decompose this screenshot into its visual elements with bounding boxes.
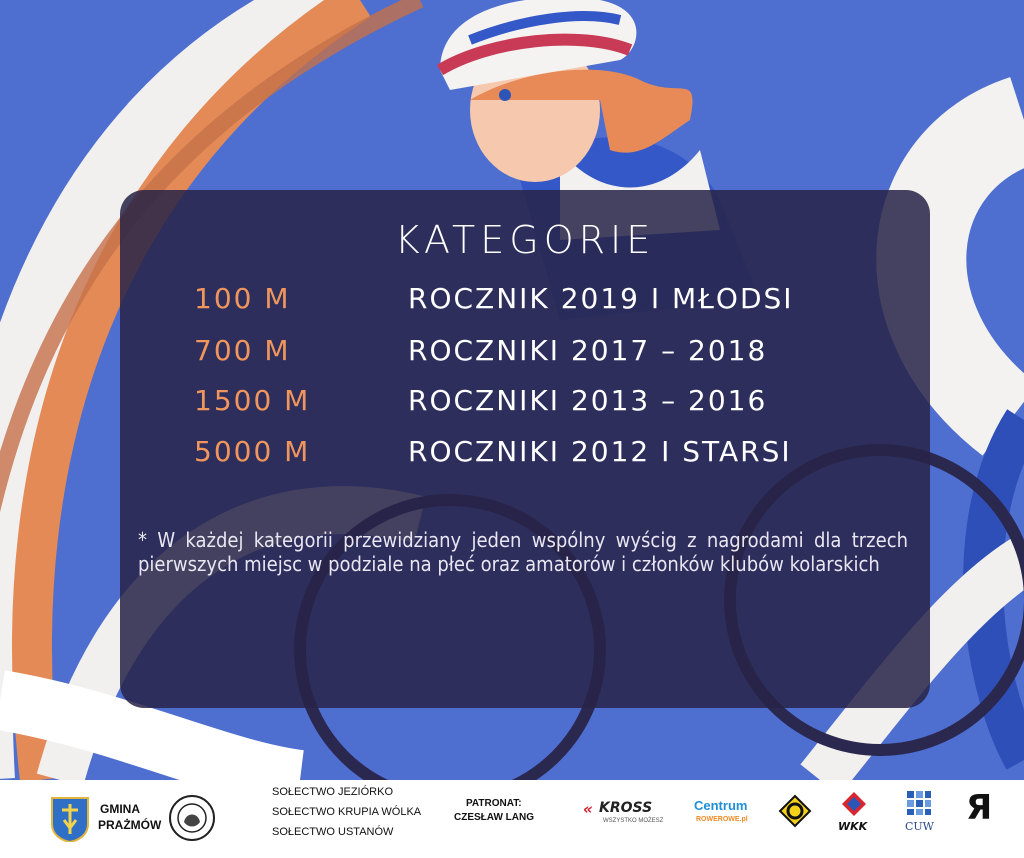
- wkk-emblem-icon: [840, 790, 868, 818]
- centrum-line1: Centrum: [694, 798, 748, 813]
- category-row: [120, 384, 930, 428]
- kross-brand: KROSS: [599, 800, 653, 816]
- kross-tagline: WSZYSTKO MOŻESZ: [603, 818, 664, 824]
- category-note: * W każdej kategorii przewidziany jeden wspólny wyścig z nagrodami dla trzech pierwszych miejsc w podziale na płeć oraz amatorów i członków klubów kolarskich: [138, 528, 908, 576]
- category-row: [120, 282, 930, 326]
- category-row: [120, 334, 930, 378]
- patronat-label: PATRONAT:: [466, 798, 522, 809]
- patronat-name: CZESŁAW LANG: [454, 812, 534, 823]
- gmina-line2: PRAŻMÓW: [98, 818, 162, 832]
- panel-title: KATEGORIE: [394, 218, 656, 262]
- solectwo-item: SOŁECTWO USTANÓW: [272, 826, 394, 838]
- cuw-label: CUW: [905, 820, 934, 833]
- centrum-line2: ROWEROWE.pl: [696, 816, 748, 823]
- sponsors-footer: [0, 780, 1024, 858]
- wkk-label: WKK: [838, 820, 868, 833]
- gmina-line1: GMINA: [100, 802, 140, 816]
- categories-panel: [120, 190, 930, 708]
- cuw-grid-icon: [906, 790, 932, 816]
- category-label: ROCZNIKI 2017 – 2018: [408, 334, 768, 367]
- category-row: [120, 435, 930, 479]
- distance-label: 100 M: [194, 282, 291, 315]
- distance-label: 5000 M: [194, 435, 311, 468]
- centrum-rowerowe-logo: [694, 796, 754, 836]
- category-label: ROCZNIKI 2013 – 2016: [408, 384, 768, 417]
- category-label: ROCZNIK 2019 I MŁODSI: [408, 282, 794, 315]
- kross-logo: « KROSS WSZYSTKO MOŻESZ: [583, 800, 664, 824]
- club-seal-icon: [168, 794, 216, 842]
- distance-label: 700 M: [194, 334, 291, 367]
- category-label: ROCZNIKI 2012 I STARSI: [408, 435, 792, 468]
- distance-label: 1500 M: [194, 384, 311, 417]
- solectwo-item: SOŁECTWO KRUPIA WÓLKA: [272, 806, 422, 818]
- solectwo-item: SOŁECTWO JEZIÓRKO: [272, 786, 394, 798]
- gmina-crest-icon: [50, 796, 90, 842]
- sponsor-badge-icon: [778, 794, 812, 828]
- r-logo: Я: [966, 788, 993, 828]
